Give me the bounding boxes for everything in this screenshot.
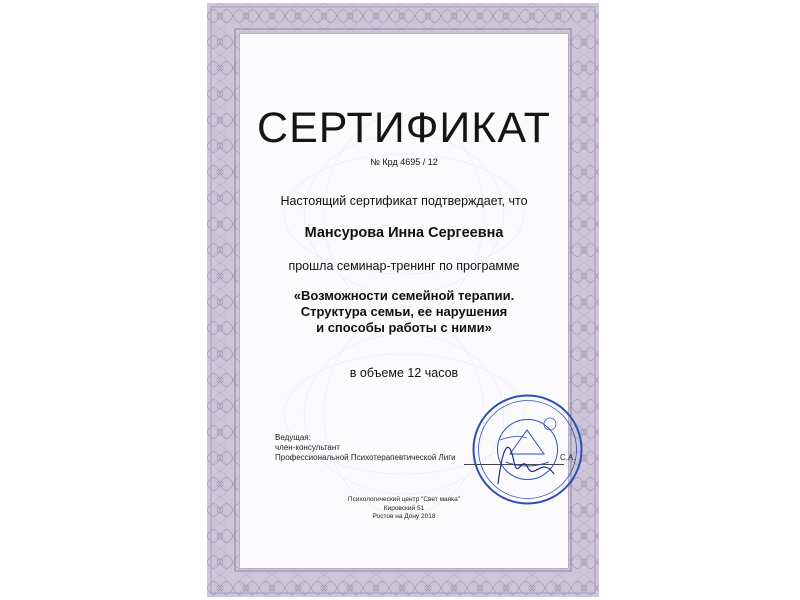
intro-text: Настоящий сертификат подтверждает, что: [280, 194, 528, 208]
program-title-line: Структура семьи, ее нарушения: [300, 304, 508, 319]
stamp-seal: [470, 392, 585, 507]
leader-line: Профессиональной Психотерапевтической Лиги: [275, 453, 456, 462]
footer-line: Кировский 51: [383, 504, 425, 512]
leader-initials: С.А.: [560, 453, 576, 462]
footer-line: Ростов на Дону 2018: [372, 513, 436, 520]
certificate-body: [239, 33, 576, 569]
leader-line: Ведущая:: [275, 433, 311, 442]
program-title-line: и способы работы с ними»: [316, 320, 492, 335]
program-title-line: «Возможности семейной терапии.: [293, 288, 515, 303]
certificate: [207, 3, 599, 597]
program-title: [240, 288, 568, 336]
issuer-footer: [240, 496, 568, 522]
recipient-name: Мансурова Инна Сергеевна: [304, 225, 504, 241]
footer-line: Психологический центр "Свет маяка": [347, 496, 461, 503]
certificate-title: СЕРТИФИКАТ: [257, 104, 551, 152]
leader-line: член-консультант: [275, 443, 340, 452]
completion-text: прошла семинар-тренинг по программе: [288, 259, 520, 273]
leader-block: [275, 433, 456, 463]
certificate-number: № Крд 4695 / 12: [370, 157, 438, 167]
hours-text: в объеме 12 часов: [349, 366, 459, 380]
